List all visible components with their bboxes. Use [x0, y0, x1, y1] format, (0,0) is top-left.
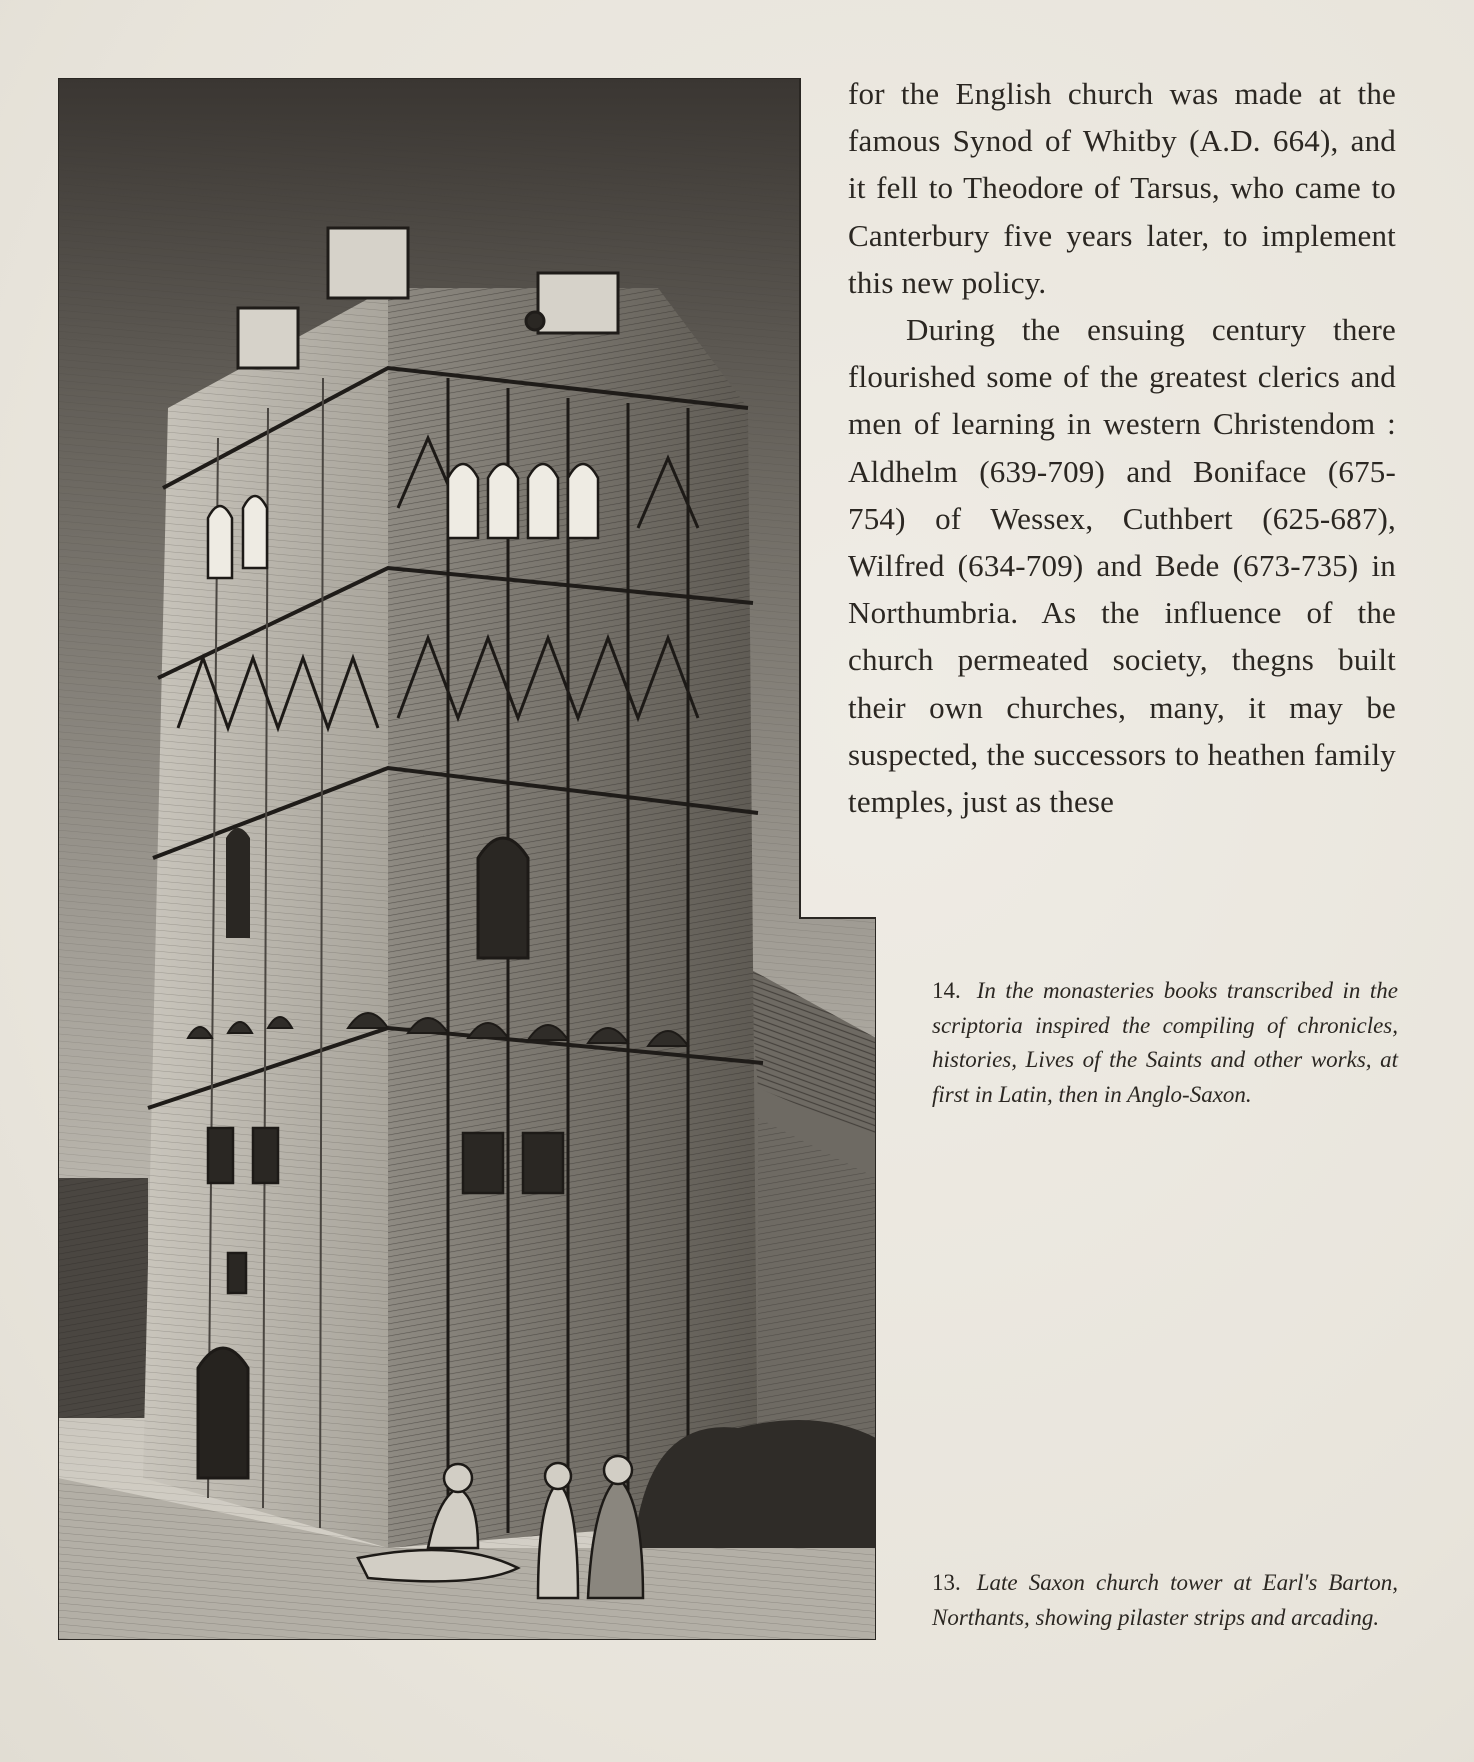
caption-14 — [932, 974, 1398, 1112]
church-tower-illustration — [58, 78, 876, 1640]
caption-14-text: In the monasteries books transcribed in the scriptoria inspired the compiling of chronicles, histories, Lives of the Saints and other works, at first in Latin, then in Anglo-Saxon. — [932, 978, 1398, 1107]
caption-13-text: Late Saxon church tower at Earl's Barton, Northants, showing pilaster strips and arcading. — [932, 1570, 1398, 1630]
body-paragraph-2: During the ensuing century there flourished some of the greatest clerics and men of learning in western Christendom : Aldhelm (639-709) and Boniface (675-754) of Wessex, Cuthbert (625-687), Wilfred (634-709) and Bede (673-735) in Northumbria. As the influence of the church permeated society, thegns built their own churches, many, it may be suspected, the successors to heathen family temples, just as these — [848, 312, 1396, 820]
body-text — [848, 70, 1396, 825]
body-paragraph-1: for the English church was made at the famous Synod of Whitby (A.D. 664), and it fell to Theodore of Tarsus, who came to Canterbury five years later, to implement this new policy. — [848, 76, 1396, 300]
caption-13 — [932, 1566, 1398, 1635]
caption-14-number: 14. — [932, 978, 961, 1003]
caption-13-number: 13. — [932, 1570, 961, 1595]
